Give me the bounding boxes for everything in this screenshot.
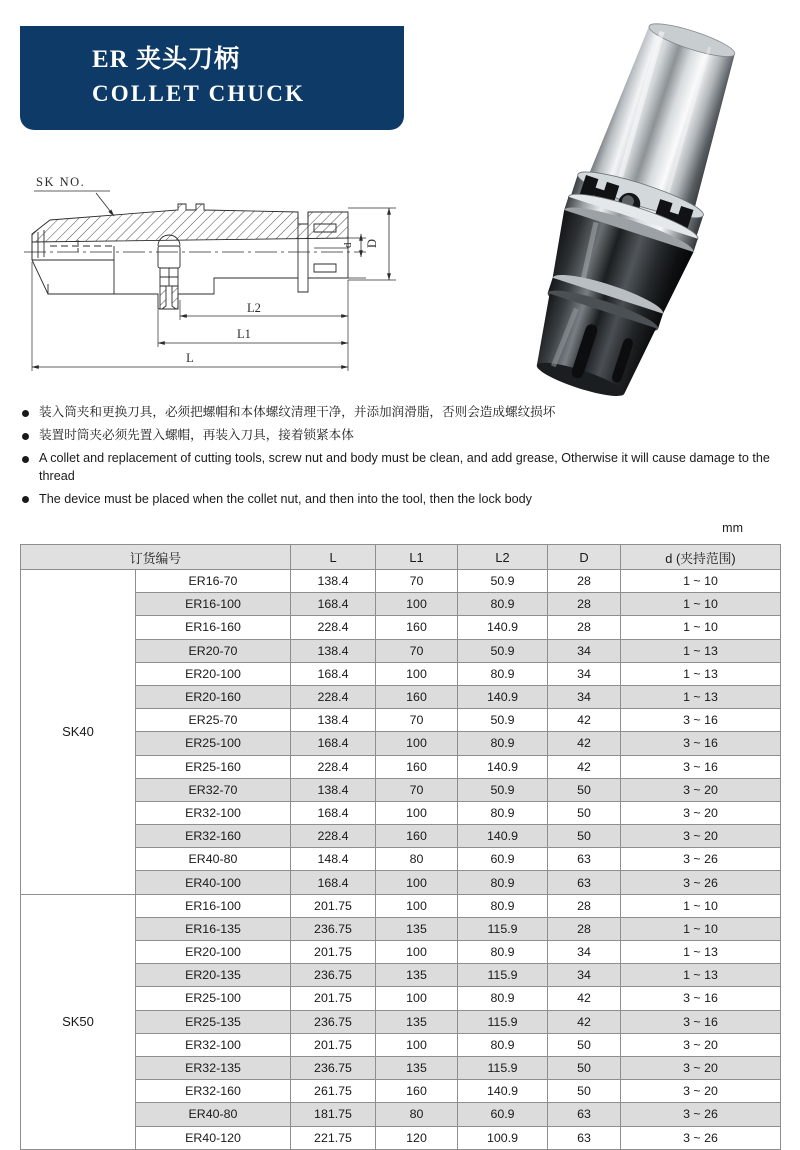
column-header-d: d (夹持范围) (621, 545, 781, 570)
cell-D: 63 (548, 1126, 621, 1149)
cell-L2: 80.9 (458, 941, 548, 964)
cell-L2: 140.9 (458, 1080, 548, 1103)
cell-d-range: 1 ~ 10 (621, 616, 781, 639)
cell-D: 63 (548, 1103, 621, 1126)
cell-d-range: 1 ~ 10 (621, 570, 781, 593)
dimension-D-label: D (365, 238, 379, 248)
cell-d-range: 1 ~ 13 (621, 639, 781, 662)
cell-d-range: 1 ~ 13 (621, 685, 781, 708)
cell-L2: 80.9 (458, 871, 548, 894)
cross-section-drawing (18, 160, 443, 395)
cell-L2: 80.9 (458, 801, 548, 824)
cell-L2: 140.9 (458, 825, 548, 848)
cell-d-range: 3 ~ 16 (621, 755, 781, 778)
cell-L1: 100 (376, 593, 458, 616)
cell-d-range: 1 ~ 13 (621, 941, 781, 964)
cell-L2: 50.9 (458, 778, 548, 801)
cell-order-code: ER16-100 (136, 593, 291, 616)
note-item (22, 450, 782, 485)
cell-L: 168.4 (291, 801, 376, 824)
cell-L: 221.75 (291, 1126, 376, 1149)
cell-order-code: ER32-135 (136, 1056, 291, 1079)
cell-order-code: ER20-100 (136, 941, 291, 964)
cell-d-range: 3 ~ 16 (621, 732, 781, 755)
cell-L2: 115.9 (458, 1056, 548, 1079)
cell-L2: 60.9 (458, 1103, 548, 1126)
table-row (21, 570, 781, 593)
cell-order-code: ER25-100 (136, 987, 291, 1010)
cell-L1: 70 (376, 639, 458, 662)
cell-D: 50 (548, 778, 621, 801)
cell-L: 168.4 (291, 593, 376, 616)
cell-L1: 135 (376, 1056, 458, 1079)
column-header-L2: L2 (458, 545, 548, 570)
cell-d-range: 3 ~ 16 (621, 709, 781, 732)
cell-D: 34 (548, 941, 621, 964)
cell-L: 168.4 (291, 732, 376, 755)
cell-L2: 115.9 (458, 964, 548, 987)
cell-L: 228.4 (291, 755, 376, 778)
cell-L1: 100 (376, 801, 458, 824)
cell-L2: 100.9 (458, 1126, 548, 1149)
unit-label: mm (722, 521, 743, 535)
column-header-L1: L1 (376, 545, 458, 570)
cell-L: 236.75 (291, 1056, 376, 1079)
cell-D: 42 (548, 755, 621, 778)
cell-L: 228.4 (291, 616, 376, 639)
cell-D: 42 (548, 709, 621, 732)
cell-L2: 50.9 (458, 709, 548, 732)
cell-d-range: 1 ~ 10 (621, 593, 781, 616)
cell-d-range: 1 ~ 13 (621, 662, 781, 685)
cell-d-range: 3 ~ 20 (621, 801, 781, 824)
specification-table (20, 544, 781, 1150)
cell-D: 34 (548, 964, 621, 987)
cell-order-code: ER20-70 (136, 639, 291, 662)
cell-order-code: ER16-160 (136, 616, 291, 639)
cell-L1: 100 (376, 941, 458, 964)
callout-sk-no-label: SK NO. (36, 175, 86, 189)
cell-D: 28 (548, 616, 621, 639)
cell-order-code: ER40-120 (136, 1126, 291, 1149)
note-text: The device must be placed when the collet nut, and then into the tool, then the lock body (39, 491, 532, 506)
note-text: 装置时筒夹必须先置入螺帽，再装入刀具，接着锁紧本体 (39, 428, 354, 442)
cell-D: 42 (548, 1010, 621, 1033)
cell-D: 50 (548, 1056, 621, 1079)
cell-d-range: 3 ~ 20 (621, 778, 781, 801)
cell-D: 50 (548, 825, 621, 848)
cell-order-code: ER40-80 (136, 848, 291, 871)
note-item (22, 404, 782, 422)
cell-L: 138.4 (291, 570, 376, 593)
cell-D: 50 (548, 1033, 621, 1056)
cell-L1: 80 (376, 848, 458, 871)
cell-d-range: 3 ~ 20 (621, 825, 781, 848)
cell-L2: 60.9 (458, 848, 548, 871)
cell-L: 261.75 (291, 1080, 376, 1103)
series-label-sk50: SK50 (21, 894, 136, 1149)
collet-chuck-photo-svg (505, 22, 765, 397)
cell-L1: 160 (376, 825, 458, 848)
cell-L: 201.75 (291, 894, 376, 917)
bullet-icon (22, 433, 29, 440)
cell-L: 148.4 (291, 848, 376, 871)
cell-L1: 100 (376, 1033, 458, 1056)
cell-L: 168.4 (291, 662, 376, 685)
cell-L: 228.4 (291, 825, 376, 848)
table-header-row (21, 545, 781, 570)
note-text: 装入筒夹和更换刀具，必须把螺帽和本体螺纹清理干净，并添加润滑脂，否则会造成螺纹损坏 (39, 405, 556, 419)
cell-D: 34 (548, 685, 621, 708)
cell-L2: 80.9 (458, 593, 548, 616)
cell-D: 28 (548, 593, 621, 616)
cell-order-code: ER32-100 (136, 801, 291, 824)
cell-L: 168.4 (291, 871, 376, 894)
dimension-L-label: L (186, 351, 194, 365)
cell-L1: 100 (376, 662, 458, 685)
cell-L2: 80.9 (458, 987, 548, 1010)
cell-d-range: 3 ~ 26 (621, 1126, 781, 1149)
column-header-L: L (291, 545, 376, 570)
cell-order-code: ER25-160 (136, 755, 291, 778)
cell-D: 28 (548, 894, 621, 917)
bullet-icon (22, 410, 29, 417)
cell-L1: 70 (376, 570, 458, 593)
cell-L: 236.75 (291, 1010, 376, 1033)
cell-d-range: 3 ~ 20 (621, 1080, 781, 1103)
cell-L2: 80.9 (458, 662, 548, 685)
cell-order-code: ER20-100 (136, 662, 291, 685)
cell-L2: 115.9 (458, 1010, 548, 1033)
cell-D: 34 (548, 639, 621, 662)
cell-L: 138.4 (291, 778, 376, 801)
cell-L: 228.4 (291, 685, 376, 708)
dimension-d-label: d (342, 242, 354, 248)
note-item (22, 427, 782, 445)
column-header-order-code: 订货编号 (21, 545, 291, 570)
cell-order-code: ER16-135 (136, 917, 291, 940)
cell-order-code: ER32-70 (136, 778, 291, 801)
cell-L2: 140.9 (458, 616, 548, 639)
cell-L1: 160 (376, 616, 458, 639)
title-banner (20, 26, 404, 130)
cell-order-code: ER40-100 (136, 871, 291, 894)
cell-order-code: ER20-135 (136, 964, 291, 987)
usage-notes (22, 404, 782, 514)
cell-L: 138.4 (291, 639, 376, 662)
column-header-D: D (548, 545, 621, 570)
note-text: A collet and replacement of cutting tools, screw nut and body must be clean, and add grease, Otherwise it will cause damage to the thread (39, 451, 770, 483)
cell-D: 63 (548, 848, 621, 871)
cell-L1: 160 (376, 755, 458, 778)
table-row (21, 894, 781, 917)
cell-L: 236.75 (291, 964, 376, 987)
cell-L2: 140.9 (458, 755, 548, 778)
cell-L1: 120 (376, 1126, 458, 1149)
cell-D: 34 (548, 662, 621, 685)
cell-order-code: ER25-135 (136, 1010, 291, 1033)
cell-order-code: ER32-100 (136, 1033, 291, 1056)
cell-L1: 100 (376, 987, 458, 1010)
series-label-sk40: SK40 (21, 570, 136, 895)
cell-D: 28 (548, 570, 621, 593)
cell-order-code: ER20-160 (136, 685, 291, 708)
cell-L: 201.75 (291, 941, 376, 964)
cell-order-code: ER16-100 (136, 894, 291, 917)
cell-D: 50 (548, 801, 621, 824)
cell-d-range: 3 ~ 20 (621, 1033, 781, 1056)
title-english: COLLET CHUCK (92, 81, 306, 107)
cell-L1: 100 (376, 894, 458, 917)
cell-L: 236.75 (291, 917, 376, 940)
cell-order-code: ER32-160 (136, 1080, 291, 1103)
dimension-L1-label: L1 (237, 327, 251, 341)
cell-L2: 80.9 (458, 732, 548, 755)
cell-L: 181.75 (291, 1103, 376, 1126)
cell-D: 50 (548, 1080, 621, 1103)
cell-d-range: 3 ~ 26 (621, 1103, 781, 1126)
note-item (22, 491, 782, 509)
cell-D: 42 (548, 987, 621, 1010)
bullet-icon (22, 496, 29, 503)
cell-L: 201.75 (291, 987, 376, 1010)
product-photo (505, 22, 765, 397)
specification-table-wrapper (20, 544, 780, 1150)
cell-L2: 50.9 (458, 570, 548, 593)
cell-d-range: 1 ~ 10 (621, 917, 781, 940)
cell-order-code: ER40-80 (136, 1103, 291, 1126)
cell-L2: 80.9 (458, 894, 548, 917)
cell-L: 138.4 (291, 709, 376, 732)
cell-d-range: 3 ~ 20 (621, 1056, 781, 1079)
cell-L1: 70 (376, 709, 458, 732)
cell-L2: 115.9 (458, 917, 548, 940)
cell-L2: 80.9 (458, 1033, 548, 1056)
cell-L1: 160 (376, 685, 458, 708)
cell-L1: 160 (376, 1080, 458, 1103)
cell-d-range: 1 ~ 13 (621, 964, 781, 987)
cell-d-range: 3 ~ 26 (621, 848, 781, 871)
cell-D: 63 (548, 871, 621, 894)
bullet-icon (22, 456, 29, 463)
cell-L1: 135 (376, 1010, 458, 1033)
cell-order-code: ER16-70 (136, 570, 291, 593)
cell-L2: 50.9 (458, 639, 548, 662)
cell-L1: 135 (376, 917, 458, 940)
cell-D: 28 (548, 917, 621, 940)
cell-d-range: 3 ~ 16 (621, 1010, 781, 1033)
cell-L1: 135 (376, 964, 458, 987)
title-chinese: ER 夹头刀柄 (92, 46, 240, 73)
cell-d-range: 3 ~ 16 (621, 987, 781, 1010)
cell-order-code: ER25-70 (136, 709, 291, 732)
cell-D: 42 (548, 732, 621, 755)
cell-L: 201.75 (291, 1033, 376, 1056)
cell-order-code: ER25-100 (136, 732, 291, 755)
cell-d-range: 1 ~ 10 (621, 894, 781, 917)
cell-L1: 70 (376, 778, 458, 801)
table-body (21, 570, 781, 1150)
cell-L1: 100 (376, 871, 458, 894)
cell-L1: 80 (376, 1103, 458, 1126)
cell-L1: 100 (376, 732, 458, 755)
cell-L2: 140.9 (458, 685, 548, 708)
technical-drawing (18, 160, 443, 395)
cell-order-code: ER32-160 (136, 825, 291, 848)
dimension-L2-label: L2 (247, 301, 261, 315)
cell-d-range: 3 ~ 26 (621, 871, 781, 894)
